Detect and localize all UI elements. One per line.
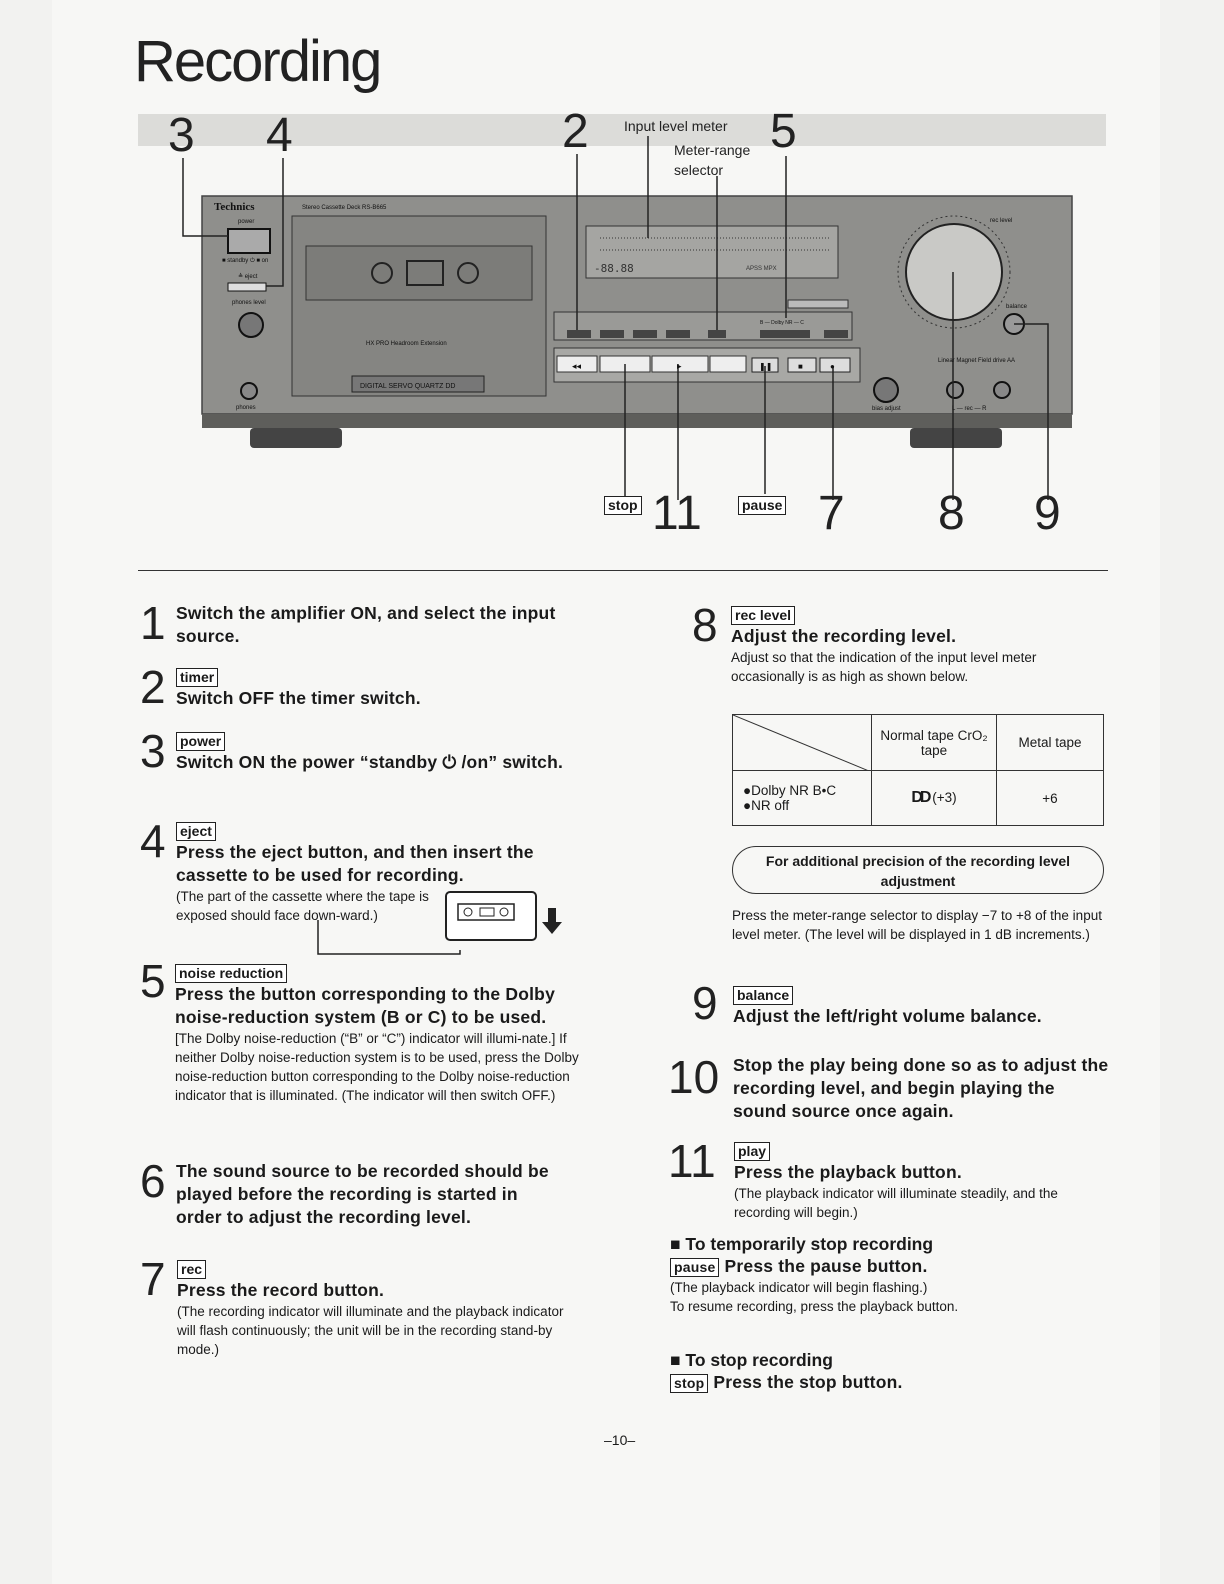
table-corner-cell (733, 715, 872, 771)
temp-stop-tag: pause (670, 1258, 719, 1277)
step-3-tag: power (176, 732, 225, 751)
step-5-heading: Press the button corresponding to the Dolby noise-reduction system (B or C) to be used. (175, 984, 556, 1027)
callout-3: 3 (168, 109, 195, 162)
step-2 (176, 668, 556, 710)
step-8-heading: Adjust the recording level. (731, 626, 957, 646)
step-3 (176, 732, 588, 774)
step-7-number: 7 (140, 1253, 166, 1305)
step-8-number: 8 (692, 599, 718, 651)
table-header-normal: Normal tape CrO₂ tape (872, 715, 997, 771)
cassette-window (306, 246, 532, 300)
brand-text: Technics (214, 201, 255, 213)
table-header-metal: Metal tape (997, 715, 1104, 771)
foot-left (250, 428, 342, 448)
table-value-normal (872, 771, 997, 826)
table-value-metal: +6 (997, 771, 1104, 826)
eject-button (228, 283, 266, 291)
step-6 (176, 1160, 568, 1229)
step-2-heading: Switch OFF the timer switch. (176, 688, 421, 708)
step-3-heading: Switch ON the power “standby ⏻ /on” switch. (176, 752, 564, 772)
rec-level-text: rec level (990, 218, 1013, 224)
step-9-number: 9 (692, 977, 718, 1029)
step-5-number: 5 (140, 955, 166, 1007)
step-9-heading: Adjust the left/right volume balance. (733, 1006, 1042, 1026)
step-5-note: [The Dolby noise-reduction (“B” or “C”) indicator will illumi-nate.] If neither Dolby noise-reduction system is to be used, press the Dolby noise-reduction button corresponding to the Dolby noise-reduction indicator that is illuminated. (The indicator will then switch OFF.) (175, 1031, 579, 1103)
pause-tag-text: pause (738, 496, 786, 515)
step-2-number: 2 (140, 661, 166, 713)
phones-text: phones (236, 405, 256, 411)
temp-stop-note-2: To resume recording, press the playback button. (670, 1299, 959, 1314)
stop-action: Press the stop button. (713, 1372, 903, 1392)
rew-symbol: ◂◂ (572, 361, 582, 371)
phones-level-knob (239, 313, 263, 337)
cassette-callout-line (310, 920, 470, 960)
rec-jack-left (947, 382, 963, 398)
precision-box: For additional precision of the recording level adjustment (732, 846, 1104, 894)
meter-range-label: Meter-range selector (674, 142, 751, 178)
rec-symbol: ● (830, 362, 835, 371)
precision-text: Press the meter-range selector to display −7 to +8 of the input level meter. (The level will be displayed in 1 dB increments.) (732, 908, 1102, 942)
step-5-tag: noise reduction (175, 964, 287, 983)
temp-stop-section (670, 1234, 1110, 1316)
step-10-number: 10 (668, 1051, 720, 1103)
rec-lr-text: L — rec — R (952, 406, 987, 412)
stop-section-tag: stop (670, 1374, 708, 1393)
play-symbol: ▸ (677, 361, 682, 371)
rec-jack-right (994, 382, 1010, 398)
model-text: Stereo Cassette Deck RS-B665 (302, 205, 387, 211)
dolby-indicator (788, 300, 848, 308)
phones-jack (241, 383, 257, 399)
step-6-number: 6 (140, 1155, 166, 1207)
bias-knob (874, 378, 898, 402)
servo-text: DIGITAL SERVO QUARTZ DD (360, 383, 456, 390)
step-2-tag: timer (176, 668, 218, 687)
stop-tag (604, 496, 642, 515)
step-4-number: 4 (140, 815, 166, 867)
cassette-door (292, 216, 546, 396)
callout-7: 7 (818, 487, 845, 540)
linear-text: Linear Magnet Field drive AA (938, 358, 1016, 364)
row-label-nr-off: ●NR off (743, 798, 790, 813)
pause-tag (738, 496, 786, 515)
stop-heading: ■ To stop recording (670, 1350, 833, 1370)
step-9-tag: balance (733, 986, 793, 1005)
step-6-heading: The sound source to be recorded should be played before the recording is started in order to adjust the recording level. (176, 1161, 549, 1227)
callout-9: 9 (1034, 487, 1061, 540)
row-label-dolby: ●Dolby NR B•C (743, 783, 837, 798)
step-10-heading: Stop the play being done so as to adjust the recording level, and begin playing the sound source once again. (733, 1055, 1109, 1121)
callout-4: 4 (266, 109, 293, 162)
input-level-meter-label: Input level meter (624, 118, 728, 134)
step-8 (731, 606, 1109, 686)
temp-stop-action: Press the pause button. (724, 1256, 928, 1276)
horizontal-rule (138, 570, 1108, 571)
step-1-heading: Switch the amplifier ON, and select the input source. (176, 603, 556, 646)
foot-right (910, 428, 1002, 448)
step-7-note: (The recording indicator will illuminate and the playback indicator will flash continuously; the unit will be in the recording stand-by mode.) (177, 1304, 564, 1357)
callout-8: 8 (938, 487, 965, 540)
rec-level-dial (906, 224, 1002, 320)
table-row-label (733, 771, 872, 826)
step-11-number: 11 (668, 1135, 716, 1187)
standby-text: ■ standby ⏻ ■ on (222, 258, 269, 264)
recording-level-table (732, 714, 1104, 826)
page-number: –10– (604, 1432, 636, 1448)
page-title: Recording (134, 29, 381, 94)
step-4-note: (The part of the cassette where the tape is exposed should face down-ward.) (176, 889, 429, 923)
step-7 (177, 1260, 569, 1359)
deck-bottom (202, 414, 1072, 428)
callout-11: 11 (652, 487, 702, 540)
step-11-tag: play (734, 1142, 770, 1161)
pause-symbol: ❚❚ (759, 362, 773, 371)
hx-pro-text: HX PRO Headroom Extension (366, 341, 447, 347)
step-11 (734, 1142, 1110, 1222)
phones-level-text: phones level (232, 300, 266, 306)
counter-text: -88.88 (594, 262, 634, 275)
step-4-heading: Press the eject button, and then insert the cassette to be used for recording. (176, 842, 534, 885)
step-1-number: 1 (140, 597, 166, 649)
temp-stop-note-1: (The playback indicator will begin flashing.) (670, 1280, 928, 1295)
display-label: APSS MPX (746, 266, 777, 272)
step-8-tag: rec level (731, 606, 795, 625)
step-3-number: 3 (140, 725, 166, 777)
temp-stop-heading: ■ To temporarily stop recording (670, 1234, 934, 1254)
table-value-normal-text: (+3) (932, 790, 957, 805)
bias-text: bias adjust (872, 406, 901, 412)
step-11-heading: Press the playback button. (734, 1162, 962, 1182)
cassette-deck-diagram (0, 100, 1224, 550)
balance-text: balance (1006, 304, 1028, 310)
step-9 (733, 986, 1109, 1028)
dolby-text: B — Dolby NR — C (760, 320, 804, 326)
step-1 (176, 602, 556, 648)
rec-button-graphic (820, 358, 850, 372)
callout-2: 2 (562, 105, 589, 158)
stop-section (670, 1350, 1110, 1394)
step-8-note: Adjust so that the indication of the input level meter occasionally is as high as shown below. (731, 650, 1037, 684)
dolby-mark-icon: DD (911, 789, 929, 806)
stop-symbol: ■ (798, 362, 803, 371)
eject-text: ≜ eject (238, 274, 258, 280)
step-7-tag: rec (177, 1260, 206, 1279)
power-switch (228, 229, 270, 253)
callout-5: 5 (770, 105, 797, 158)
stop-tag-text: stop (604, 496, 642, 515)
step-7-heading: Press the record button. (177, 1280, 385, 1300)
step-10 (733, 1054, 1109, 1123)
power-text: power (238, 219, 255, 225)
step-11-note: (The playback indicator will illuminate steadily, and the recording will begin.) (734, 1186, 1058, 1220)
step-4-tag: eject (176, 822, 216, 841)
step-5 (175, 964, 587, 1105)
